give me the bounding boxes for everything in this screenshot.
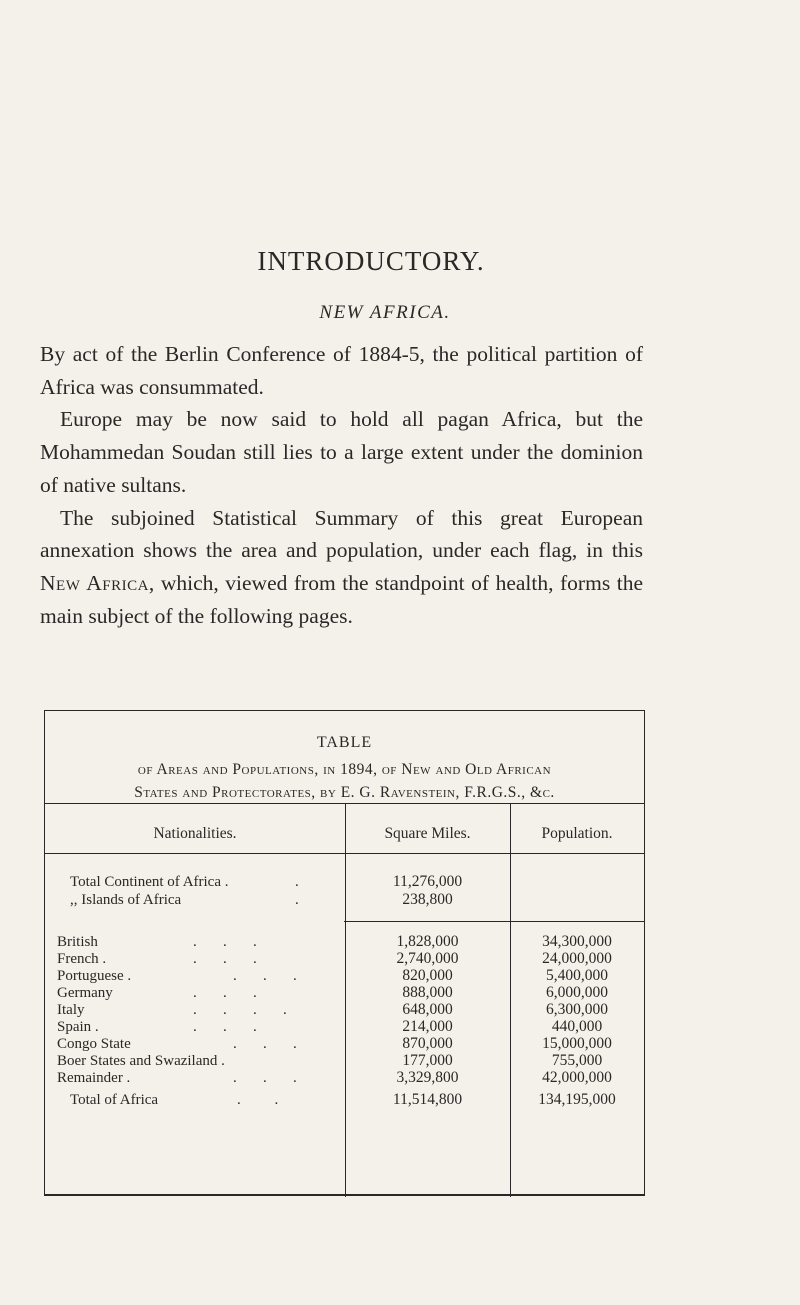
row-name: Italy <box>57 1002 85 1018</box>
leader-dots: . . . <box>233 1070 297 1086</box>
row-sq-miles: 177,000 <box>402 1052 453 1069</box>
row-population: 24,000,000 <box>542 950 612 967</box>
islands-label: ,, Islands of Africa <box>70 892 182 908</box>
row-population: 34,300,000 <box>542 933 612 950</box>
row-population: 5,400,000 <box>546 967 608 984</box>
total-row-population: 134,195,000 <box>538 1091 616 1108</box>
islands-sq-miles: 238,800 <box>402 891 453 908</box>
leader-dots: . . . <box>193 934 257 950</box>
paragraph-3-emphasis: New Africa <box>40 570 149 595</box>
intro-text <box>40 338 643 632</box>
continent-total-sq-miles: 11,276,000 <box>392 873 463 890</box>
leader-dots: . . . <box>233 1036 297 1052</box>
row-sq-miles: 1,828,000 <box>396 933 459 950</box>
row-name: Portuguese . <box>57 968 132 984</box>
header-square-miles: Square Miles. <box>384 825 471 842</box>
table-caption <box>45 758 644 804</box>
total-row-sq-miles: 11,514,800 <box>392 1091 463 1108</box>
leader-dots: . . . . <box>193 1002 287 1018</box>
row-sq-miles: 648,000 <box>402 1001 453 1018</box>
row-name: Germany <box>57 985 113 1001</box>
row-population: 755,000 <box>551 1052 603 1069</box>
row-population: 15,000,000 <box>542 1035 612 1052</box>
leader-dots: . . . <box>193 951 257 967</box>
leader-dots: . . . <box>233 968 297 984</box>
continent-total-label: Total Continent of Africa . <box>70 874 229 890</box>
section-subheading: NEW AFRICA. <box>319 302 451 323</box>
row-sq-miles: 888,000 <box>402 984 453 1001</box>
paragraph-3-end: , which, viewed from the standpoint of health, forms the main subject of the following pages. <box>40 570 643 628</box>
leader-dots: . <box>295 874 299 890</box>
leader-dots: . . <box>237 1092 279 1108</box>
row-population: 440,000 <box>551 1018 603 1035</box>
row-name: Congo State <box>57 1036 131 1052</box>
paragraph-1: By act of the Berlin Conference of 1884-5, the political partition of Africa was consummated. <box>40 342 643 399</box>
leader-dots: . . . <box>193 985 257 1001</box>
table-caption-line-1: of Areas and Populations, in 1894, of New and Old African <box>137 761 552 778</box>
row-name: British <box>57 934 98 950</box>
header-population: Population. <box>541 825 613 842</box>
continent-bottom-rule <box>344 921 644 922</box>
leader-dots: . <box>295 892 299 908</box>
paragraph-2: Europe may be now said to hold all pagan Africa, but the Mohammedan Soudan still lies to a large extent under the dominion of native sultans. <box>40 407 643 497</box>
row-sq-miles: 820,000 <box>402 967 453 984</box>
row-population: 6,000,000 <box>546 984 608 1001</box>
table-caption-line-2: States and Protectorates, by E. G. Ravenstein, F.R.G.S., &c. <box>134 784 555 801</box>
row-name: Boer States and Swaziland . <box>57 1053 225 1069</box>
leader-dots: . . . <box>193 1019 257 1035</box>
row-sq-miles: 870,000 <box>402 1035 453 1052</box>
paragraph-3-start: The subjoined Statistical Summary of this great European annexation shows the area and population, under each flag, in this <box>40 505 643 563</box>
row-population: 6,300,000 <box>546 1001 608 1018</box>
paragraph-3 <box>40 502 643 633</box>
row-sq-miles: 3,329,800 <box>396 1069 459 1086</box>
page-heading: INTRODUCTORY. <box>257 246 485 276</box>
header-nationalities: Nationalities. <box>153 825 237 842</box>
row-sq-miles: 214,000 <box>402 1018 453 1035</box>
row-name: Remainder . <box>57 1070 131 1086</box>
row-population: 42,000,000 <box>542 1069 612 1086</box>
row-name: Spain . <box>57 1019 99 1035</box>
row-name: French . <box>57 951 107 967</box>
table-title: TABLE <box>316 734 373 751</box>
row-sq-miles: 2,740,000 <box>396 950 459 967</box>
total-row-label: Total of Africa <box>70 1092 159 1108</box>
statistics-table <box>44 710 645 1196</box>
